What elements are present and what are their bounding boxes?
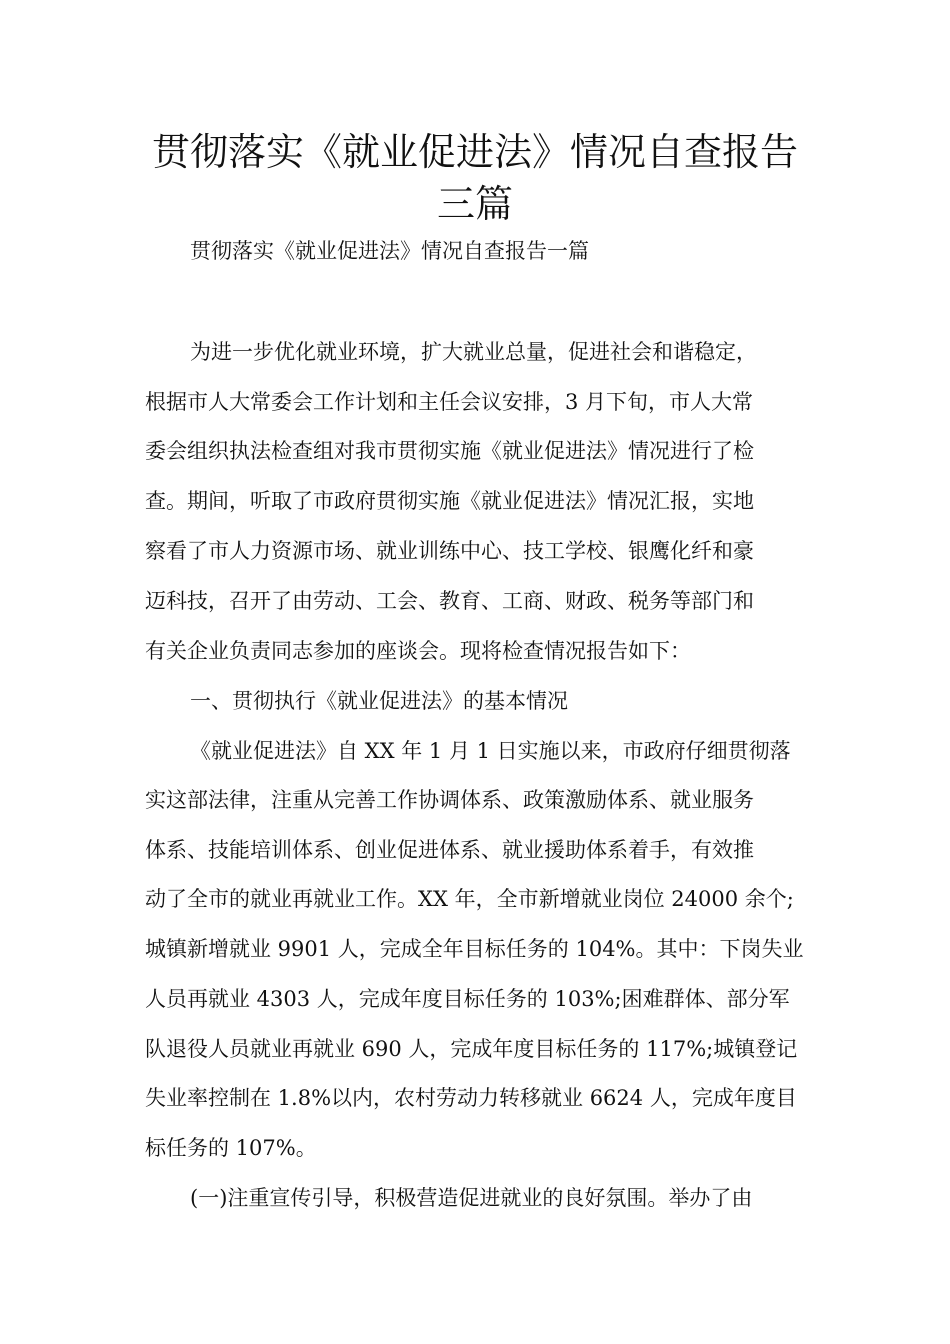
document-title-line-2: 三篇 <box>436 182 513 226</box>
paragraph-line: 根据市人大常委会工作计划和主任会议安排，3 月下旬，市人大常 <box>145 390 754 414</box>
paragraph-line: (一)注重宣传引导，积极营造促进就业的良好氛围。举办了由 <box>190 1186 753 1210</box>
paragraph-line: 动了全市的就业再就业工作。XX 年，全市新增就业岗位 24000 余个; <box>145 887 794 911</box>
section-heading: 一、贯彻执行《就业促进法》的基本情况 <box>190 689 568 713</box>
paragraph-line: 城镇新增就业 9901 人，完成全年目标任务的 104%。其中：下岗失业 <box>145 937 804 961</box>
paragraph-line: 委会组织执法检查组对我市贯彻实施《就业促进法》情况进行了检 <box>145 439 754 463</box>
paragraph-line: 实这部法律，注重从完善工作协调体系、政策激励体系、就业服务 <box>145 788 754 812</box>
paragraph-line: 失业率控制在 1.8%以内，农村劳动力转移就业 6624 人，完成年度目 <box>145 1086 797 1110</box>
paragraph-line: 体系、技能培训体系、创业促进体系、就业援助体系着手，有效推 <box>145 838 754 862</box>
document-subtitle: 贯彻落实《就业促进法》情况自查报告一篇 <box>190 239 589 263</box>
paragraph-line: 迈科技，召开了由劳动、工会、教育、工商、财政、税务等部门和 <box>145 589 754 613</box>
paragraph-line: 查。期间，听取了市政府贯彻实施《就业促进法》情况汇报，实地 <box>145 489 754 513</box>
paragraph-line: 《就业促进法》自 XX 年 1 月 1 日实施以来，市政府仔细贯彻落 <box>190 739 791 763</box>
paragraph-line: 有关企业负责同志参加的座谈会。现将检查情况报告如下： <box>145 639 691 663</box>
document-title-line-1: 贯彻落实《就业促进法》情况自查报告 <box>151 130 798 174</box>
paragraph-line: 标任务的 107%。 <box>145 1136 317 1160</box>
paragraph-line: 人员再就业 4303 人，完成年度目标任务的 103%;困难群体、部分军 <box>145 987 790 1011</box>
paragraph-line: 为进一步优化就业环境，扩大就业总量，促进社会和谐稳定， <box>190 340 757 364</box>
paragraph-line: 队退役人员就业再就业 690 人，完成年度目标任务的 117%;城镇登记 <box>145 1037 798 1061</box>
paragraph-line: 察看了市人力资源市场、就业训练中心、技工学校、银鹰化纤和豪 <box>145 539 754 563</box>
